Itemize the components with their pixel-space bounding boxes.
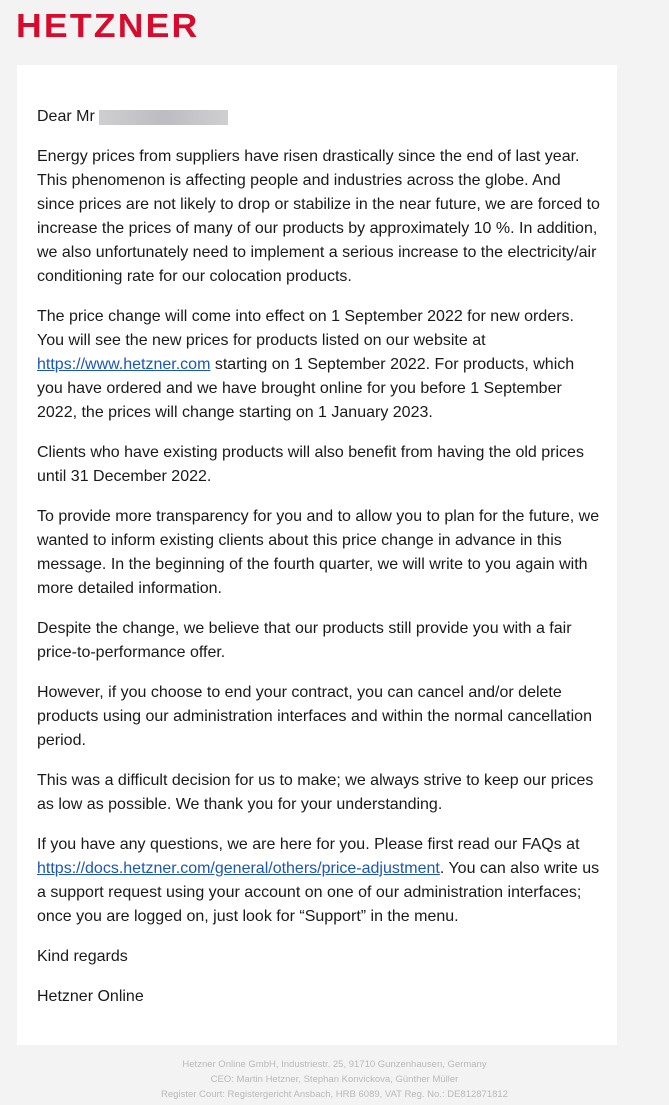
closing: Kind regards	[37, 948, 128, 965]
email-body	[37, 105, 602, 1025]
email-card	[17, 65, 617, 1045]
redacted-name	[99, 110, 228, 125]
paragraph-price-change-date: The price change will come into effect on 1 September 2022 for new orders. You will see the new prices for products listed on our website at https://www.hetzner.com starting on 1 September 2022. For products, which you have ordered and we have brought online for you before 1 September 2022, the prices will change starting on 1 January 2023.	[37, 308, 575, 421]
paragraph-cancel-contract: However, if you choose to end your contract, you can cancel and/or delete products using our administration interfaces and within the normal cancellation period.	[37, 684, 592, 749]
footer-register: Register Court: Registergericht Ansbach, HRB 6089, VAT Reg. No.: DE812871812	[161, 1089, 508, 1100]
paragraph-difficult-decision: This was a difficult decision for us to make; we always strive to keep our prices as low as possible. We thank you for your understanding.	[37, 772, 594, 813]
signature: Hetzner Online	[37, 988, 144, 1005]
footer-address: Hetzner Online GmbH, Industriestr. 25, 91710 Gunzenhausen, Germany	[182, 1059, 487, 1070]
greeting-text: Dear Mr	[37, 108, 95, 125]
greeting	[37, 105, 602, 129]
footer-ceo: CEO: Martin Hetzner, Stephan Konvickova, Günther Müller	[210, 1074, 459, 1085]
paragraph-transparency: To provide more transparency for you and to allow you to plan for the future, we wanted to inform existing clients about this price change in advance in this message. In the beginning of the fourth quarter, we will write to you again with more detailed information.	[37, 508, 600, 597]
faq-link[interactable]: https://docs.hetzner.com/general/others/price-adjustment	[37, 860, 440, 877]
paragraph-questions: If you have any questions, we are here for you. Please first read our FAQs at https://docs.hetzner.com/general/others/price-adjustment. You can also write us a support request using your account on one of our administration interfaces; once you are logged on, just look for “Support” in the menu.	[37, 836, 600, 925]
paragraph-energy-prices: Energy prices from suppliers have risen drastically since the end of last year. This phenomenon is affecting people and industries across the globe. And since prices are not likely to drop or stabilize in the near future, we are forced to increase the prices of many of our products by approximately 10 %. In addition, we also unfortunately need to implement a serious increase to the electricity/air conditioning rate for our colocation products.	[37, 148, 600, 285]
paragraph-existing-clients: Clients who have existing products will also benefit from having the old prices until 31 December 2022.	[37, 444, 584, 485]
company-footer	[0, 1057, 669, 1102]
paragraph-performance-offer: Despite the change, we believe that our products still provide you with a fair price-to-performance offer.	[37, 620, 572, 661]
hetzner-website-link[interactable]: https://www.hetzner.com	[37, 356, 211, 373]
hetzner-logo: HETZNER	[16, 7, 200, 44]
